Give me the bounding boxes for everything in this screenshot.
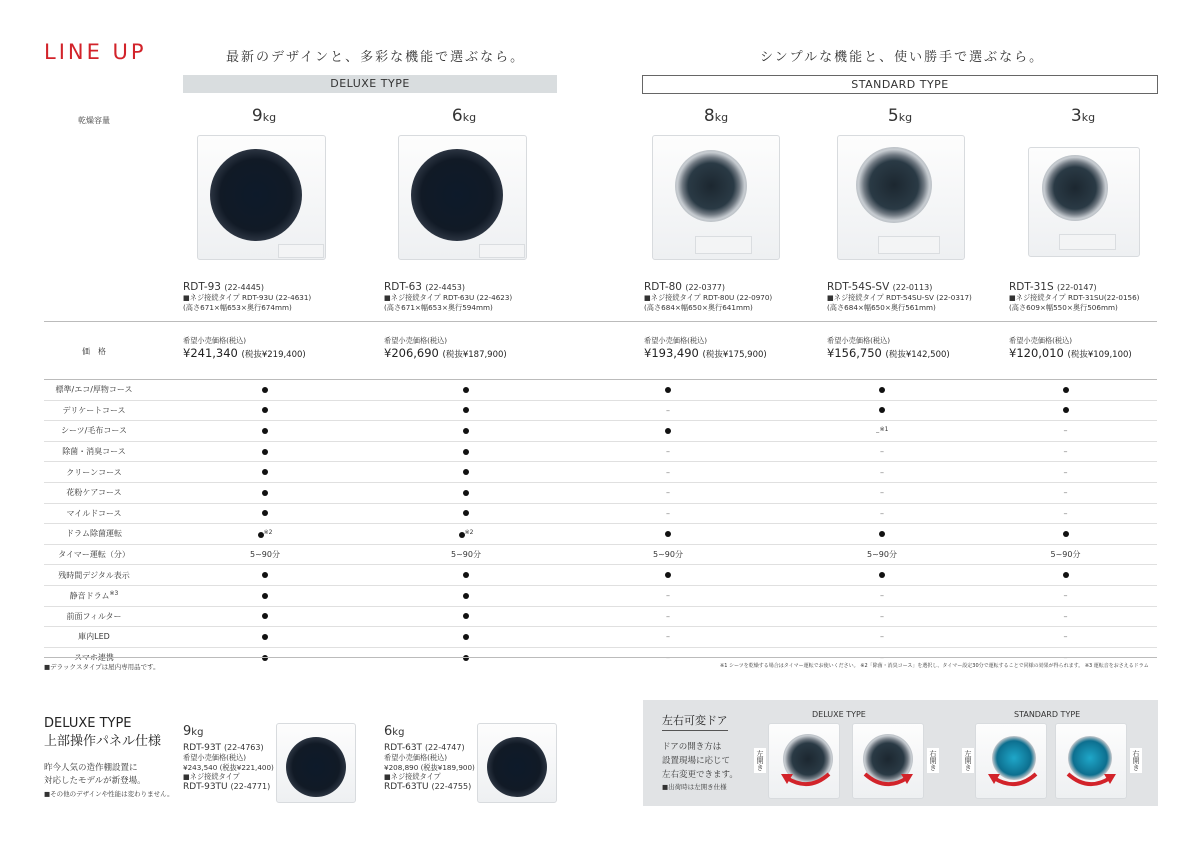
label-right-open-standard: 右開き [1132, 750, 1140, 771]
feature-cell: – [546, 627, 790, 648]
feature-row [44, 503, 1157, 524]
available-dot-icon [262, 449, 268, 455]
product-info-rdt-80: RDT-80 (22-0377) ■ネジ接続タイプ RDT-80U (22-0970) (高さ684×幅650×奥行641mm) [644, 281, 773, 312]
product-info-rdt-54s-sv: RDT-54S-SV (22-0113) ■ネジ接続タイプ RDT-54SU-SV (22-0317) (高さ684×幅650×奥行561mm) [827, 281, 972, 312]
available-dot-icon [463, 490, 469, 496]
feature-cell [546, 380, 790, 400]
feature-cell [144, 482, 386, 503]
drum-window [487, 737, 547, 797]
available-dot-icon [463, 449, 469, 455]
feature-label: マイルドコース [44, 503, 144, 524]
feature-cell [144, 462, 386, 483]
capacity-8kg: 8kg [703, 106, 729, 126]
feature-label: シーツ/毛布コース [44, 421, 144, 442]
available-dot-icon [665, 387, 671, 393]
feature-cell: – [546, 482, 790, 503]
feature-cell [386, 627, 546, 648]
capacity-3kg: 3kg [1070, 106, 1096, 126]
drum-window [856, 147, 932, 223]
feature-cell [144, 627, 386, 648]
available-dot-icon [665, 572, 671, 578]
control-panel [479, 244, 525, 258]
feature-cell: – [974, 441, 1157, 462]
feature-cell: ※2 [144, 524, 386, 545]
deluxe-top-panel-title: DELUXE TYPE 上部操作パネル仕様 [44, 716, 162, 749]
door-feature-note: ■出荷時は左開き仕様 [662, 783, 727, 791]
feature-cell: – [790, 503, 974, 524]
feature-cell [386, 503, 546, 524]
feature-cell: 5~90分 [144, 544, 386, 565]
feature-cell [144, 441, 386, 462]
feature-cell [386, 380, 546, 400]
feature-cell: 5~90分 [386, 544, 546, 565]
feature-cell [386, 606, 546, 627]
drum-window [1042, 155, 1108, 221]
feature-cell: – [790, 585, 974, 606]
available-dot-icon [463, 510, 469, 516]
door-feature-title: 左右可変ドア [662, 712, 728, 731]
feature-cell [144, 585, 386, 606]
available-dot-icon [1063, 407, 1069, 413]
feature-cell: – [974, 462, 1157, 483]
feature-cell: – [546, 441, 790, 462]
door-standard-label: STANDARD TYPE [1014, 710, 1081, 719]
available-dot-icon [463, 572, 469, 578]
label-left-open-standard: 左開き [964, 750, 972, 771]
feature-cell [790, 565, 974, 586]
label-left-open: 左開き [756, 750, 764, 771]
door-deluxe-right-image [852, 723, 924, 799]
control-panel [878, 236, 940, 254]
available-dot-icon [463, 613, 469, 619]
available-dot-icon [262, 634, 268, 640]
control-panel [278, 244, 324, 258]
available-dot-icon [262, 387, 268, 393]
feature-cell [144, 421, 386, 442]
drum-window [286, 737, 346, 797]
feature-cell [386, 421, 546, 442]
price-rdt-80: 希望小売価格(税込) ¥193,490 (税抜¥175,900) [644, 336, 767, 360]
product-info-rdt-93: RDT-93 (22-4445) ■ネジ接続タイプ RDT-93U (22-4631) (高さ671×幅653×奥行674mm) [183, 281, 312, 312]
feature-cell: – [974, 421, 1157, 442]
feature-cell [144, 400, 386, 421]
feature-label: 除菌・消臭コース [44, 441, 144, 462]
capacity-6kg: 6kg [451, 106, 477, 126]
feature-row [44, 565, 1157, 586]
door-standard-left-image [975, 723, 1047, 799]
price-rdt-63: 希望小売価格(税込) ¥206,690 (税抜¥187,900) [384, 336, 507, 360]
door-deluxe-label: DELUXE TYPE [812, 710, 866, 719]
feature-cell: –$^{※1}$ [790, 421, 974, 442]
feature-cell: – [790, 627, 974, 648]
feature-table [44, 380, 1157, 667]
right-arrow-icon [1064, 768, 1118, 792]
feature-cell [546, 565, 790, 586]
available-dot-icon [879, 407, 885, 413]
feature-cell: – [546, 503, 790, 524]
product-info-rdt-63: RDT-63 (22-4453) ■ネジ接続タイプ RDT-63U (22-4623) (高さ671×幅653×奥行594mm) [384, 281, 513, 312]
feature-cell: – [790, 462, 974, 483]
available-dot-icon [879, 531, 885, 537]
feature-cell [974, 400, 1157, 421]
available-dot-icon [262, 572, 268, 578]
available-dot-icon [463, 407, 469, 413]
feature-cell: – [546, 400, 790, 421]
feature-cell [386, 565, 546, 586]
drum-window [411, 149, 503, 241]
feature-cell [144, 606, 386, 627]
feature-cell: – [974, 606, 1157, 627]
feature-cell [546, 421, 790, 442]
deluxe-type-bar: DELUXE TYPE [183, 75, 557, 93]
feature-row [44, 627, 1157, 648]
feature-row [44, 524, 1157, 545]
feature-label: ドラム除菌運転 [44, 524, 144, 545]
price-label: 価 格 [82, 347, 106, 356]
feature-label: クリーンコース [44, 462, 144, 483]
feature-cell [974, 524, 1157, 545]
price-rdt-54s-sv: 希望小売価格(税込) ¥156,750 (税抜¥142,500) [827, 336, 950, 360]
feature-cell: – [546, 462, 790, 483]
available-dot-icon [463, 593, 469, 599]
available-dot-icon [262, 593, 268, 599]
divider [44, 321, 1157, 322]
feature-label: タイマー運転（分） [44, 544, 144, 565]
feature-cell: – [974, 503, 1157, 524]
available-dot-icon [665, 428, 671, 434]
feature-cell [386, 462, 546, 483]
feature-row [44, 544, 1157, 565]
available-dot-icon [262, 428, 268, 434]
feature-row [44, 585, 1157, 606]
feature-row [44, 441, 1157, 462]
available-dot-icon [1063, 531, 1069, 537]
feature-label: 花粉ケアコース [44, 482, 144, 503]
feature-cell [386, 441, 546, 462]
door-feature-text: ドアの開き方は 設置現場に応じて 左右変更できます。 [662, 742, 738, 780]
price-rdt-93: 希望小売価格(税込) ¥241,340 (税抜¥219,400) [183, 336, 306, 360]
available-dot-icon [1063, 387, 1069, 393]
product-image-rdt-63t [477, 723, 557, 803]
feature-cell: 5~90分 [974, 544, 1157, 565]
available-dot-icon [1063, 572, 1069, 578]
available-dot-icon [463, 387, 469, 393]
feature-cell [790, 524, 974, 545]
feature-cell [144, 380, 386, 400]
product-image-rdt-93 [197, 135, 326, 260]
control-panel [695, 236, 752, 254]
feature-cell [790, 400, 974, 421]
label-right-open: 右開き [929, 750, 937, 771]
feature-cell: – [546, 585, 790, 606]
feature-cell: – [546, 606, 790, 627]
feature-cell: ※2 [386, 524, 546, 545]
feature-cell: – [974, 627, 1157, 648]
door-standard-right-image [1055, 723, 1127, 799]
feature-cell: – [974, 585, 1157, 606]
feature-cell [386, 585, 546, 606]
feature-row [44, 482, 1157, 503]
feature-cell [144, 565, 386, 586]
product-info-rdt-31s: RDT-31S (22-0147) ■ネジ接続タイプ RDT-31SU(22-0156) (高さ609×幅550×奥行506mm) [1009, 281, 1140, 312]
footnote-left: ■デラックスタイプは屋内専用品です。 [44, 663, 160, 671]
product-image-rdt-93t [276, 723, 356, 803]
drum-window [675, 150, 747, 222]
feature-row [44, 380, 1157, 400]
price-rdt-31s: 希望小売価格(税込) ¥120,010 (税抜¥109,100) [1009, 336, 1132, 360]
available-dot-icon [665, 531, 671, 537]
available-dot-icon [879, 572, 885, 578]
available-dot-icon [262, 407, 268, 413]
tagline-standard: シンプルな機能と、使い勝手で選ぶなら。 [760, 50, 1045, 65]
product-image-rdt-63 [398, 135, 527, 260]
feature-label: 前面フィルター [44, 606, 144, 627]
available-dot-icon [262, 510, 268, 516]
feature-cell: – [790, 482, 974, 503]
available-dot-icon [262, 613, 268, 619]
feature-label: 残時間デジタル表示 [44, 565, 144, 586]
feature-cell [546, 524, 790, 545]
available-dot-icon [463, 634, 469, 640]
product-image-rdt-80 [652, 135, 780, 260]
feature-cell: 5~90分 [546, 544, 790, 565]
capacity-9kg: 9kg [251, 106, 277, 126]
tagline-deluxe: 最新のデザインと、多彩な機能で選ぶなら。 [226, 50, 526, 65]
feature-label: 庫内LED [44, 627, 144, 648]
standard-type-bar: STANDARD TYPE [642, 75, 1158, 94]
available-dot-icon [463, 469, 469, 475]
divider [44, 657, 1157, 658]
feature-label: デリケートコース [44, 400, 144, 421]
feature-cell [386, 482, 546, 503]
door-deluxe-left-image [768, 723, 840, 799]
capacity-label: 乾燥容量 [78, 116, 110, 125]
footnote-right: ※1 シーツを乾燥する場合はタイマー運転でお使いください。 ※2「除菌・消臭コース」を選択し、タイマー設定30分で運転することで同様の効果が得られます。 ※3 運転音をおさえるドラム [720, 663, 1149, 669]
capacity-5kg: 5kg [887, 106, 913, 126]
page-title: LINE UP [44, 40, 147, 64]
available-dot-icon [262, 490, 268, 496]
available-dot-icon [463, 428, 469, 434]
right-arrow-icon [861, 768, 915, 792]
feature-label: 静音ドラム$^{※3}$ [44, 585, 144, 606]
product-image-rdt-54s-sv [837, 135, 965, 260]
bottom-model-rdt-63t: 6kg RDT-63T (22-4747) 希望小売価格(税込) ¥208,890 (税抜¥189,900) ■ネジ接続タイプ RDT-63TU (22-4755) [384, 724, 475, 792]
bottom-model-rdt-93t: 9kg RDT-93T (22-4763) 希望小売価格(税込) ¥243,540 (税抜¥221,400) ■ネジ接続タイプ RDT-93TU (22-4771) [183, 724, 274, 792]
feature-cell [974, 565, 1157, 586]
feature-row [44, 421, 1157, 442]
available-dot-icon [262, 469, 268, 475]
feature-cell: – [790, 441, 974, 462]
feature-cell [386, 400, 546, 421]
deluxe-top-panel-text: 昨今人気の造作棚設置に 対応したモデルが新登場。 ■その他のデザインや性能は変わりません。 [44, 763, 174, 798]
feature-label: 標準/エコ/厚物コース [44, 380, 144, 400]
drum-window [210, 149, 302, 241]
feature-cell [790, 380, 974, 400]
feature-row [44, 606, 1157, 627]
feature-cell [144, 503, 386, 524]
left-arrow-icon [986, 768, 1040, 792]
left-arrow-icon [779, 768, 833, 792]
feature-row [44, 400, 1157, 421]
product-image-rdt-31s [1028, 147, 1140, 257]
feature-row [44, 462, 1157, 483]
feature-cell: – [974, 482, 1157, 503]
feature-cell: 5~90分 [790, 544, 974, 565]
feature-cell: – [790, 606, 974, 627]
available-dot-icon [879, 387, 885, 393]
control-panel [1059, 234, 1116, 250]
feature-cell [974, 380, 1157, 400]
